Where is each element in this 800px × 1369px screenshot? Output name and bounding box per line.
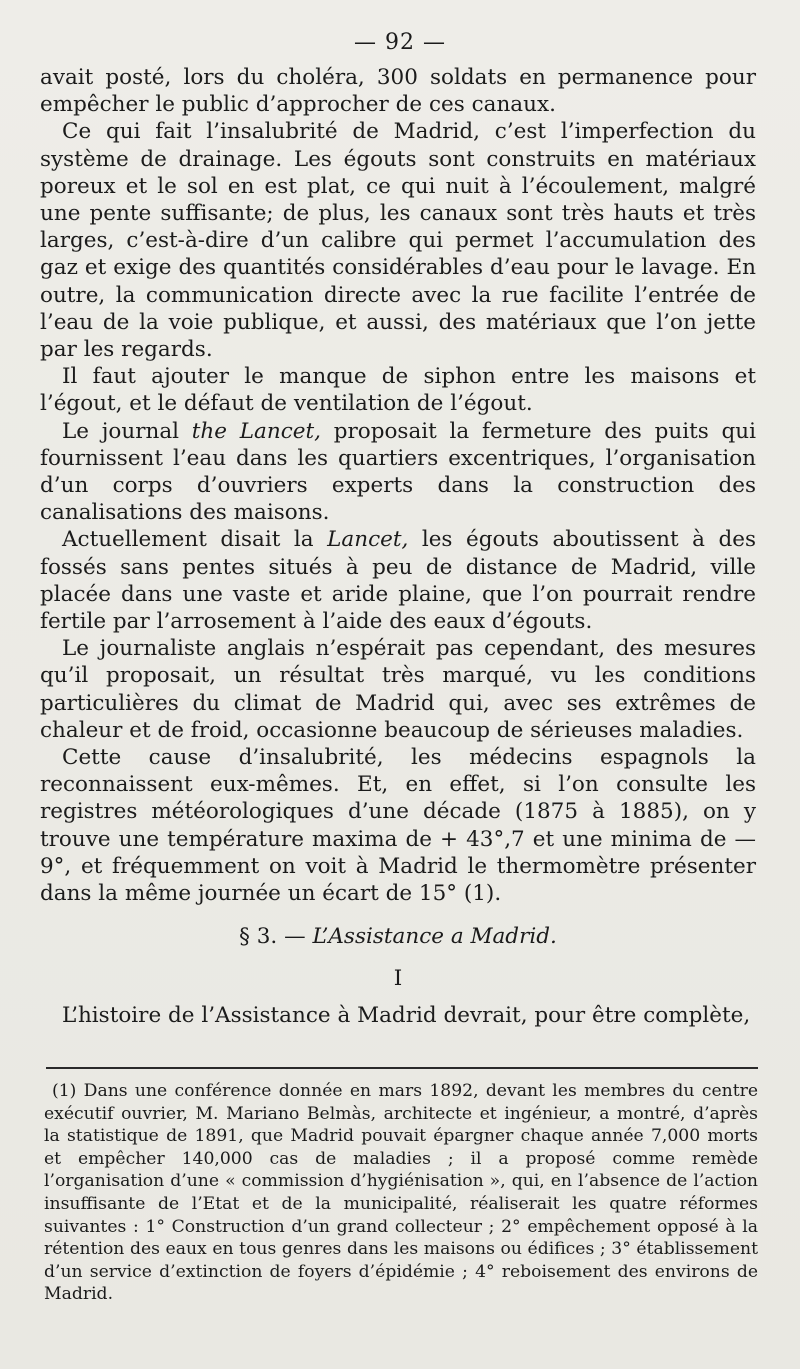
final-paragraph: L’histoire de l’Assistance à Madrid devrait, pour être complète, [62, 1002, 751, 1028]
paragraph-4-rest: proposait la fermeture des puits qui fournissent l’eau dans les quartiers excentriques, l’organisation d’un corps d’ouvriers experts dans la construction des canalisations des maisons. [40, 418, 756, 526]
page-number: — 92 — [354, 30, 446, 55]
paragraph-4 [40, 418, 756, 527]
paragraph-5-start: Actuellement disait la [62, 527, 328, 553]
paragraph-5 [40, 526, 756, 635]
lancet-title-2: Lancet, [327, 527, 409, 553]
paragraph-6: Le journaliste anglais n’espérait pas cependant, des mesures qu’il proposait, un résultat très marqué, vu les conditions particulières du climat de Madrid qui, avec ses extrêmes de chaleur et de froid, occasionne beaucoup de sérieuses maladies. [40, 636, 756, 743]
roman-numeral: I [393, 965, 403, 991]
footnote [44, 1080, 758, 1306]
lancet-title: the Lancet, [191, 418, 321, 444]
section-prefix: § 3. — [239, 924, 313, 950]
paragraph-4-start: Le journal [62, 418, 192, 444]
paragraph-5-rest: les égouts aboutissent à des fossés sans pentes situés à peu de distance de Madrid, ville placée dans une vaste et aride plaine, que l’on pourrait rendre fertile par l’arrosement à l’aide des eaux d’égouts. [40, 527, 756, 635]
paragraph-3: Il faut ajouter le manque de siphon entre les maisons et l’égout, et le défaut de ventilation de l’égout. [40, 364, 756, 417]
paragraph-7: Cette cause d’insalubrité, les médecins espagnols la reconnaissent eux-mêmes. Et, en effet, si l’on consulte les registres météorologiques d’une décade (1875 à 1885), on y trouve une température maxima de + 43°,7 et une minima de — 9°, et fréquemment on voit à Madrid le thermomètre présenter dans la même journée un écart de 15° (1). [40, 745, 756, 907]
footnote-rule [46, 1067, 758, 1069]
section-heading [40, 923, 756, 950]
footnote-text: (1) Dans une conférence donnée en mars 1892, devant les membres du centre exécutif ouvrier, M. Mariano Belmàs, architecte et ingénieur, a montré, d’après la statistique de 1891, que Madrid pouvait épargner chaque année 7,000 morts et empêcher 140,000 cas de maladies ; il a proposé comme remède l’organisation d’une « commission d’hygiénisation », qui, en l’absence de l’action insuffisante de l’Etat et de la municipalité, réaliserait les quatre réformes suivantes : 1° Construction d’un grand collecteur ; 2° empêchement opposé à la rétention des eaux en tous genres dans les maisons ou édifices ; 3° établissement d’un service d’extinction de foyers d’épidémie ; 4° reboisement des environs de Madrid. [44, 1081, 758, 1305]
paragraph-2: Ce qui fait l’insalubrité de Madrid, c’est l’imperfection du système de drainage. Les égouts sont construits en matériaux poreux et le sol en est plat, ce qui nuit à l’écoulement, malgré une pente suffisante; de plus, les canaux sont très hauts et très larges, c’est-à-dire d’un calibre qui permet l’accumulation des gaz et exige des quantités considérables d’eau pour le lavage. En outre, la communication directe avec la rue facilite l’entrée de l’eau de la voie publique, et aussi, des matériaux que l’on jette par les regards. [40, 119, 756, 363]
paragraph-1: avait posté, lors du choléra, 300 soldats en permanence pour empêcher le public d’approcher de ces canaux. [40, 65, 756, 118]
main-text [40, 64, 756, 1029]
section-title: L’Assistance a Madrid. [312, 924, 557, 950]
